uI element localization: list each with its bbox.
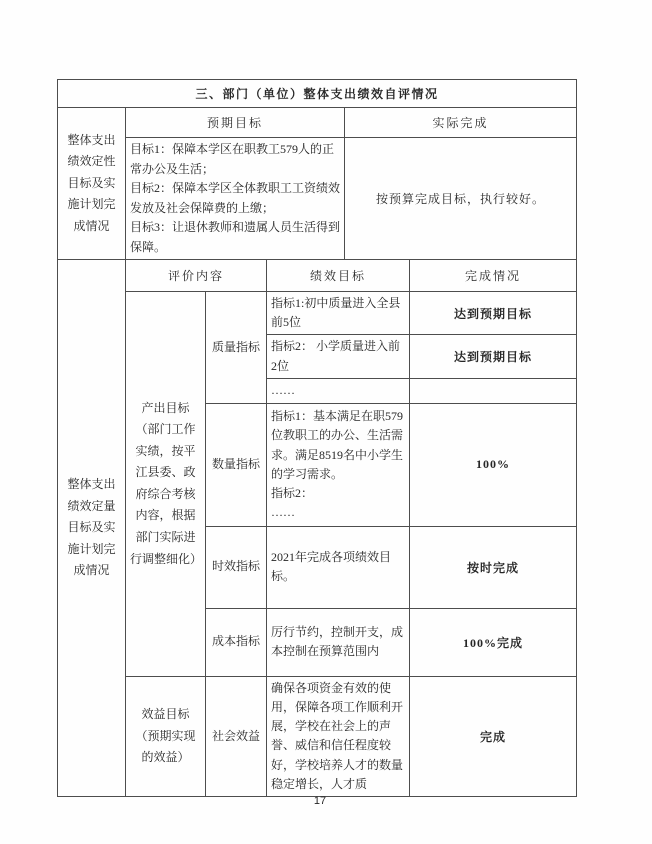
quantity-target-line-3: ……: [271, 505, 295, 520]
benefit-goal-cell: [126, 676, 206, 796]
actual-completion-header: 实际完成: [345, 108, 577, 138]
benefit-goal-label: 效益目标: [141, 706, 190, 721]
goal-line-1: 目标1：保障本学区在职教工579人的正常办公及生活；: [130, 142, 335, 176]
cost-indicator-label: 成本指标: [206, 608, 267, 676]
actual-result-cell: 按预算完成目标，执行较好。: [345, 138, 577, 260]
quality-target-3: ……: [267, 378, 410, 403]
quantity-target-cell: [267, 403, 410, 526]
quality-target-1: 指标1:初中质量进入全县前5位: [267, 292, 410, 335]
quantity-indicator-label: 数量指标: [206, 403, 267, 526]
goal-line-2: 目标2：保障本学区全体教职工工资绩效发放及社会保障费的上缴；: [130, 181, 341, 215]
benefit-goal-note: （预期实现的效益）: [135, 728, 196, 765]
table-title: 三、部门（单位）整体支出绩效自评情况: [58, 80, 577, 108]
benefit-status: 完成: [410, 676, 577, 796]
goal-line-3: 目标3：让退休教师和遗属人员生活得到保障。: [130, 220, 341, 254]
performance-self-eval-table: [57, 79, 577, 797]
timeliness-target: 2021年完成各项绩效目标。: [267, 526, 410, 608]
quality-target-2: 指标2： 小学质量进入前2位: [267, 335, 410, 378]
quantity-target-line-1: 指标1：基本满足在职579位教职工的办公、生活需求。满足8519名中小学生的学习需求。: [271, 409, 404, 481]
social-benefit-label: 社会效益: [206, 676, 267, 796]
completion-status-header: 完成情况: [410, 260, 577, 292]
expected-goals-cell: [126, 138, 345, 260]
performance-target-header: 绩效目标: [267, 260, 410, 292]
quantitative-row-header: 整体支出绩效定量目标及实施计划完成情况: [58, 260, 126, 797]
quality-status-3: [410, 378, 577, 403]
quantity-status: 100%: [410, 403, 577, 526]
expected-goal-header: 预期目标: [126, 108, 345, 138]
qualitative-row-header: 整体支出绩效定性目标及实施计划完成情况: [58, 108, 126, 260]
timeliness-indicator-label: 时效指标: [206, 526, 267, 608]
benefit-target: 确保各项资金有效的使用，保障各项工作顺利开展，学校在社会上的声誉、威信和信任程度较好，学校培养人才的数量稳定增长，人才质: [267, 676, 410, 796]
output-goal-note: （部门工作实绩，按平江县委、政府综合考核内容，根据部门实际进行调整细化）: [130, 422, 203, 566]
output-goal-cell: [126, 292, 206, 677]
cost-target: 厉行节约，控制开支，成本控制在预算范围内: [267, 608, 410, 676]
quality-indicator-label: 质量指标: [206, 292, 267, 404]
quality-status-2: 达到预期目标: [410, 335, 577, 378]
timeliness-status: 按时完成: [410, 526, 577, 608]
evaluation-content-header: 评价内容: [126, 260, 267, 292]
cost-status: 100%完成: [410, 608, 577, 676]
page-number: 17: [313, 795, 327, 807]
output-goal-label: 产出目标: [141, 400, 190, 415]
quality-status-1: 达到预期目标: [410, 292, 577, 335]
quantity-target-line-2: 指标2：: [271, 485, 314, 500]
